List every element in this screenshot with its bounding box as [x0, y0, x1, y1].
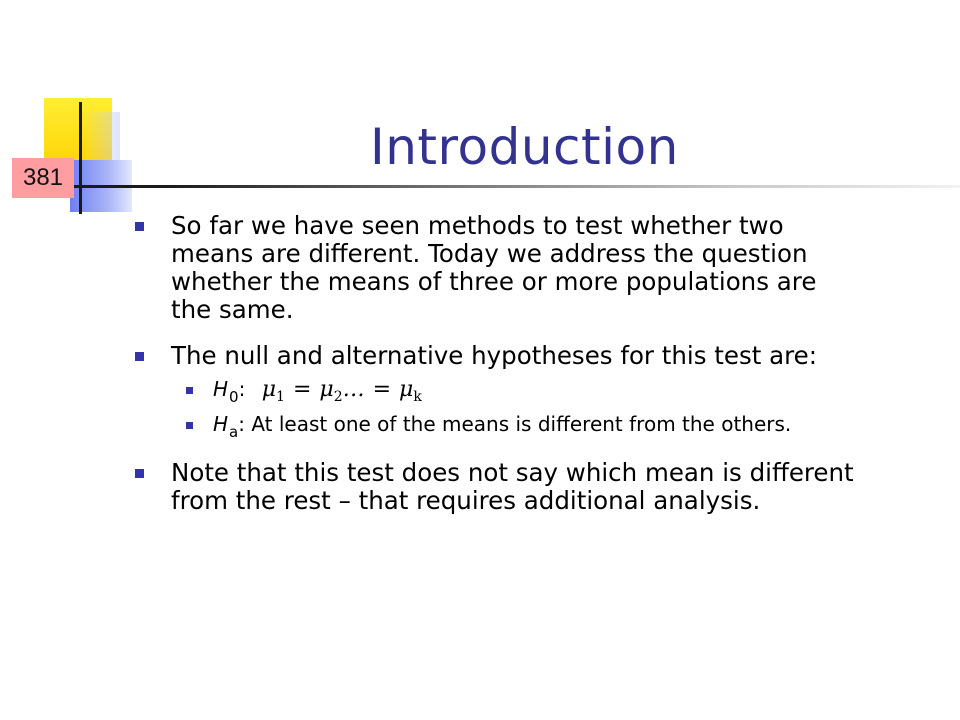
- bullet-text: The null and alternative hypotheses for this test are:: [171, 341, 817, 370]
- h0-colon: :: [238, 377, 246, 401]
- title-underline: [56, 185, 960, 188]
- ha-text: : At least one of the means is different from the others.: [238, 412, 792, 436]
- mu-symbol: μ: [261, 377, 277, 402]
- mu-subscript-1: 1: [276, 389, 285, 405]
- bullet-item: [135, 212, 855, 324]
- bullet-text: Note that this test does not say which mean is different from the rest – that requires additional analysis.: [171, 458, 854, 515]
- equals-sign: =: [372, 377, 392, 402]
- bullet-text: So far we have seen methods to test whether two means are different. Today we address the question whether the means of three or more populations are the same.: [171, 211, 817, 324]
- ellipsis: …: [342, 377, 365, 402]
- null-hypothesis: [135, 377, 855, 406]
- bullet-square-icon: [135, 352, 144, 361]
- ha-symbol: H: [213, 412, 229, 436]
- slide-body: [135, 212, 855, 533]
- mu-symbol: μ: [319, 377, 334, 402]
- ha-subscript: a: [229, 423, 239, 441]
- h0-subscript: 0: [229, 388, 239, 406]
- slide-number: 381: [12, 158, 74, 198]
- decor-vertical-line: [79, 102, 82, 214]
- bullet-item: [135, 342, 855, 370]
- bullet-square-icon: [186, 422, 193, 429]
- bullet-square-icon: [135, 222, 144, 231]
- equals-sign: =: [292, 377, 312, 402]
- bullet-square-icon: [186, 387, 193, 394]
- hypotheses-list: [135, 377, 855, 441]
- alternative-hypothesis: [135, 412, 855, 441]
- mu-subscript-2: 2: [333, 389, 343, 405]
- null-hypothesis-equation: [261, 377, 422, 405]
- bullet-item: [135, 459, 855, 515]
- mu-subscript-k: k: [413, 389, 422, 405]
- h0-symbol: H: [213, 377, 229, 401]
- slide-title: Introduction: [370, 118, 679, 176]
- mu-symbol: μ: [399, 377, 414, 402]
- bullet-square-icon: [135, 469, 144, 478]
